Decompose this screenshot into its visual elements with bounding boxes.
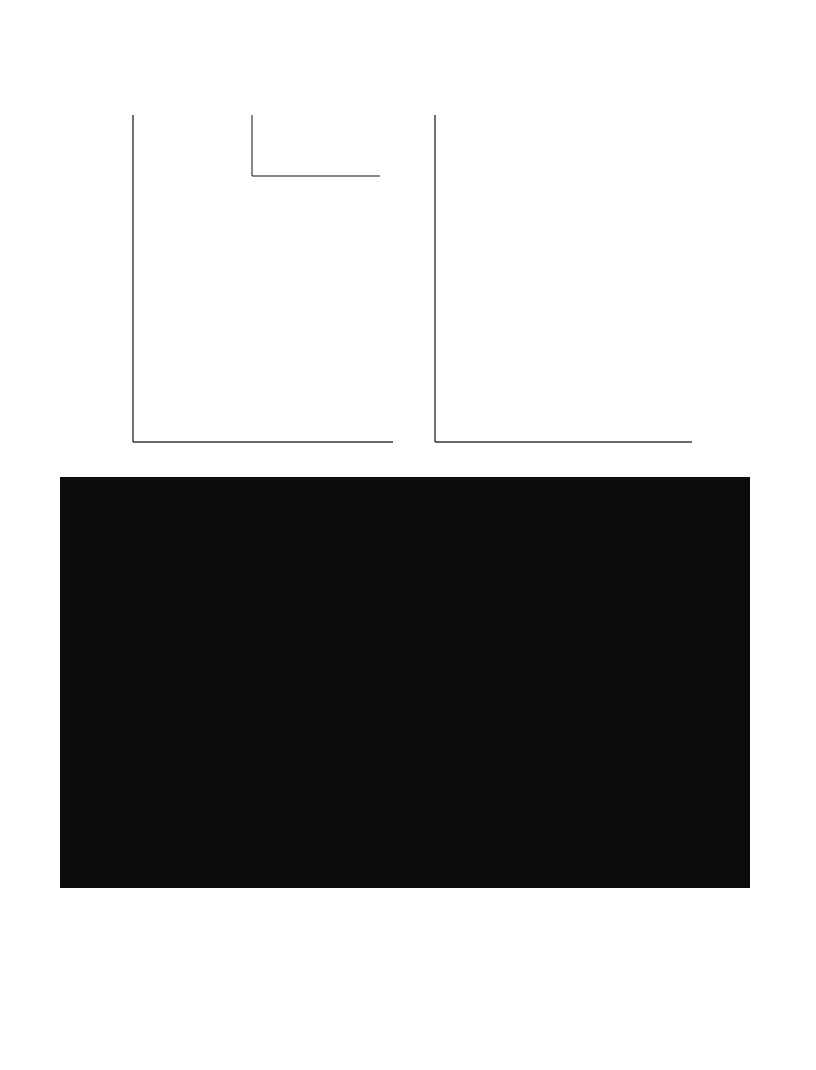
panel-b-chart [405, 85, 705, 475]
panel-a-inset [252, 115, 380, 176]
panel-a-chart [90, 85, 410, 475]
panel-c-flow-plots [60, 477, 750, 888]
